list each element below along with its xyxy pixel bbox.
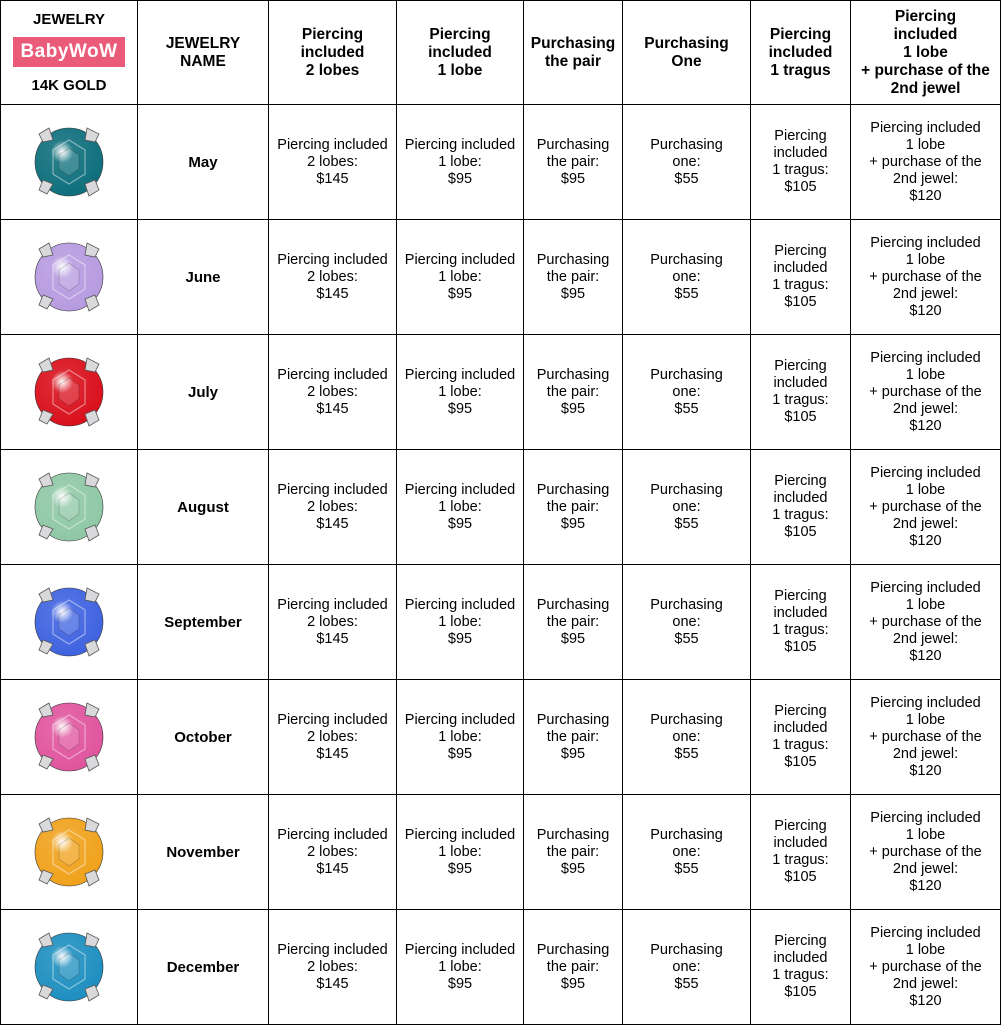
price-pair: Purchasing the pair: $95 — [524, 220, 623, 335]
gem-stud-icon — [25, 923, 113, 1011]
price-lobe-plus-jewel: Piercing included 1 lobe + purchase of the 2nd jewel: $120 — [851, 795, 1001, 910]
gem-image-cell — [1, 910, 138, 1025]
table-row — [1, 220, 1001, 335]
jewelry-name: May — [138, 105, 269, 220]
price-2-lobes: Piercing included 2 lobes: $145 — [269, 450, 397, 565]
jewelry-name: December — [138, 910, 269, 1025]
column-header-2-lobes: Piercing included 2 lobes — [269, 1, 397, 105]
price-tragus: Piercing included 1 tragus: $105 — [751, 220, 851, 335]
price-1-lobe: Piercing included 1 lobe: $95 — [397, 335, 524, 450]
table-row — [1, 105, 1001, 220]
column-header-lobe-plus-jewel: Piercing included 1 lobe + purchase of the 2nd jewel — [851, 1, 1001, 105]
price-tragus: Piercing included 1 tragus: $105 — [751, 565, 851, 680]
price-tragus: Piercing included 1 tragus: $105 — [751, 105, 851, 220]
jewelry-name: August — [138, 450, 269, 565]
table-row — [1, 795, 1001, 910]
price-pair: Purchasing the pair: $95 — [524, 795, 623, 910]
price-tragus: Piercing included 1 tragus: $105 — [751, 335, 851, 450]
price-2-lobes: Piercing included 2 lobes: $145 — [269, 105, 397, 220]
price-pair: Purchasing the pair: $95 — [524, 565, 623, 680]
price-one: Purchasing one: $55 — [623, 565, 751, 680]
column-header-1-lobe: Piercing included 1 lobe — [397, 1, 524, 105]
price-one: Purchasing one: $55 — [623, 680, 751, 795]
gem-image-cell — [1, 680, 138, 795]
price-tragus: Piercing included 1 tragus: $105 — [751, 795, 851, 910]
price-pair: Purchasing the pair: $95 — [524, 910, 623, 1025]
price-pair: Purchasing the pair: $95 — [524, 105, 623, 220]
table-row — [1, 565, 1001, 680]
brand-bottom-label: 14K GOLD — [31, 76, 107, 94]
jewelry-name: June — [138, 220, 269, 335]
jewelry-name: November — [138, 795, 269, 910]
gem-image-cell — [1, 105, 138, 220]
gem-stud-icon — [25, 693, 113, 781]
jewelry-name: October — [138, 680, 269, 795]
column-header-jewelry-name: JEWELRY NAME — [138, 1, 269, 105]
price-pair: Purchasing the pair: $95 — [524, 450, 623, 565]
price-2-lobes: Piercing included 2 lobes: $145 — [269, 680, 397, 795]
column-header-tragus: Piercing included 1 tragus — [751, 1, 851, 105]
gem-stud-icon — [25, 463, 113, 551]
price-tragus: Piercing included 1 tragus: $105 — [751, 680, 851, 795]
column-header-pair: Purchasing the pair — [524, 1, 623, 105]
price-lobe-plus-jewel: Piercing included 1 lobe + purchase of the 2nd jewel: $120 — [851, 335, 1001, 450]
price-one: Purchasing one: $55 — [623, 450, 751, 565]
jewelry-name: September — [138, 565, 269, 680]
brand-top-label: JEWELRY — [33, 10, 105, 28]
column-header-one: Purchasing One — [623, 1, 751, 105]
price-pair: Purchasing the pair: $95 — [524, 680, 623, 795]
price-one: Purchasing one: $55 — [623, 105, 751, 220]
price-lobe-plus-jewel: Piercing included 1 lobe + purchase of the 2nd jewel: $120 — [851, 910, 1001, 1025]
price-1-lobe: Piercing included 1 lobe: $95 — [397, 105, 524, 220]
price-1-lobe: Piercing included 1 lobe: $95 — [397, 450, 524, 565]
price-2-lobes: Piercing included 2 lobes: $145 — [269, 565, 397, 680]
gem-image-cell — [1, 450, 138, 565]
jewelry-name: July — [138, 335, 269, 450]
price-one: Purchasing one: $55 — [623, 220, 751, 335]
price-lobe-plus-jewel: Piercing included 1 lobe + purchase of the 2nd jewel: $120 — [851, 680, 1001, 795]
gem-stud-icon — [25, 808, 113, 896]
price-1-lobe: Piercing included 1 lobe: $95 — [397, 795, 524, 910]
price-lobe-plus-jewel: Piercing included 1 lobe + purchase of the 2nd jewel: $120 — [851, 565, 1001, 680]
header-row — [1, 1, 1001, 105]
price-2-lobes: Piercing included 2 lobes: $145 — [269, 220, 397, 335]
gem-image-cell — [1, 220, 138, 335]
price-pair: Purchasing the pair: $95 — [524, 335, 623, 450]
brand-header-cell — [1, 1, 138, 105]
price-1-lobe: Piercing included 1 lobe: $95 — [397, 565, 524, 680]
price-one: Purchasing one: $55 — [623, 335, 751, 450]
table-row — [1, 910, 1001, 1025]
price-tragus: Piercing included 1 tragus: $105 — [751, 910, 851, 1025]
table-row — [1, 450, 1001, 565]
gem-image-cell — [1, 565, 138, 680]
price-lobe-plus-jewel: Piercing included 1 lobe + purchase of the 2nd jewel: $120 — [851, 450, 1001, 565]
table-row — [1, 335, 1001, 450]
price-lobe-plus-jewel: Piercing included 1 lobe + purchase of the 2nd jewel: $120 — [851, 220, 1001, 335]
gem-stud-icon — [25, 348, 113, 436]
brand-logo: BabyWoW — [13, 37, 124, 67]
gem-stud-icon — [25, 118, 113, 206]
gem-image-cell — [1, 795, 138, 910]
price-2-lobes: Piercing included 2 lobes: $145 — [269, 335, 397, 450]
price-tragus: Piercing included 1 tragus: $105 — [751, 450, 851, 565]
price-2-lobes: Piercing included 2 lobes: $145 — [269, 795, 397, 910]
gem-stud-icon — [25, 233, 113, 321]
price-one: Purchasing one: $55 — [623, 795, 751, 910]
gem-stud-icon — [25, 578, 113, 666]
price-one: Purchasing one: $55 — [623, 910, 751, 1025]
table-row — [1, 680, 1001, 795]
price-1-lobe: Piercing included 1 lobe: $95 — [397, 680, 524, 795]
price-lobe-plus-jewel: Piercing included 1 lobe + purchase of the 2nd jewel: $120 — [851, 105, 1001, 220]
price-2-lobes: Piercing included 2 lobes: $145 — [269, 910, 397, 1025]
price-1-lobe: Piercing included 1 lobe: $95 — [397, 910, 524, 1025]
price-1-lobe: Piercing included 1 lobe: $95 — [397, 220, 524, 335]
gem-image-cell — [1, 335, 138, 450]
